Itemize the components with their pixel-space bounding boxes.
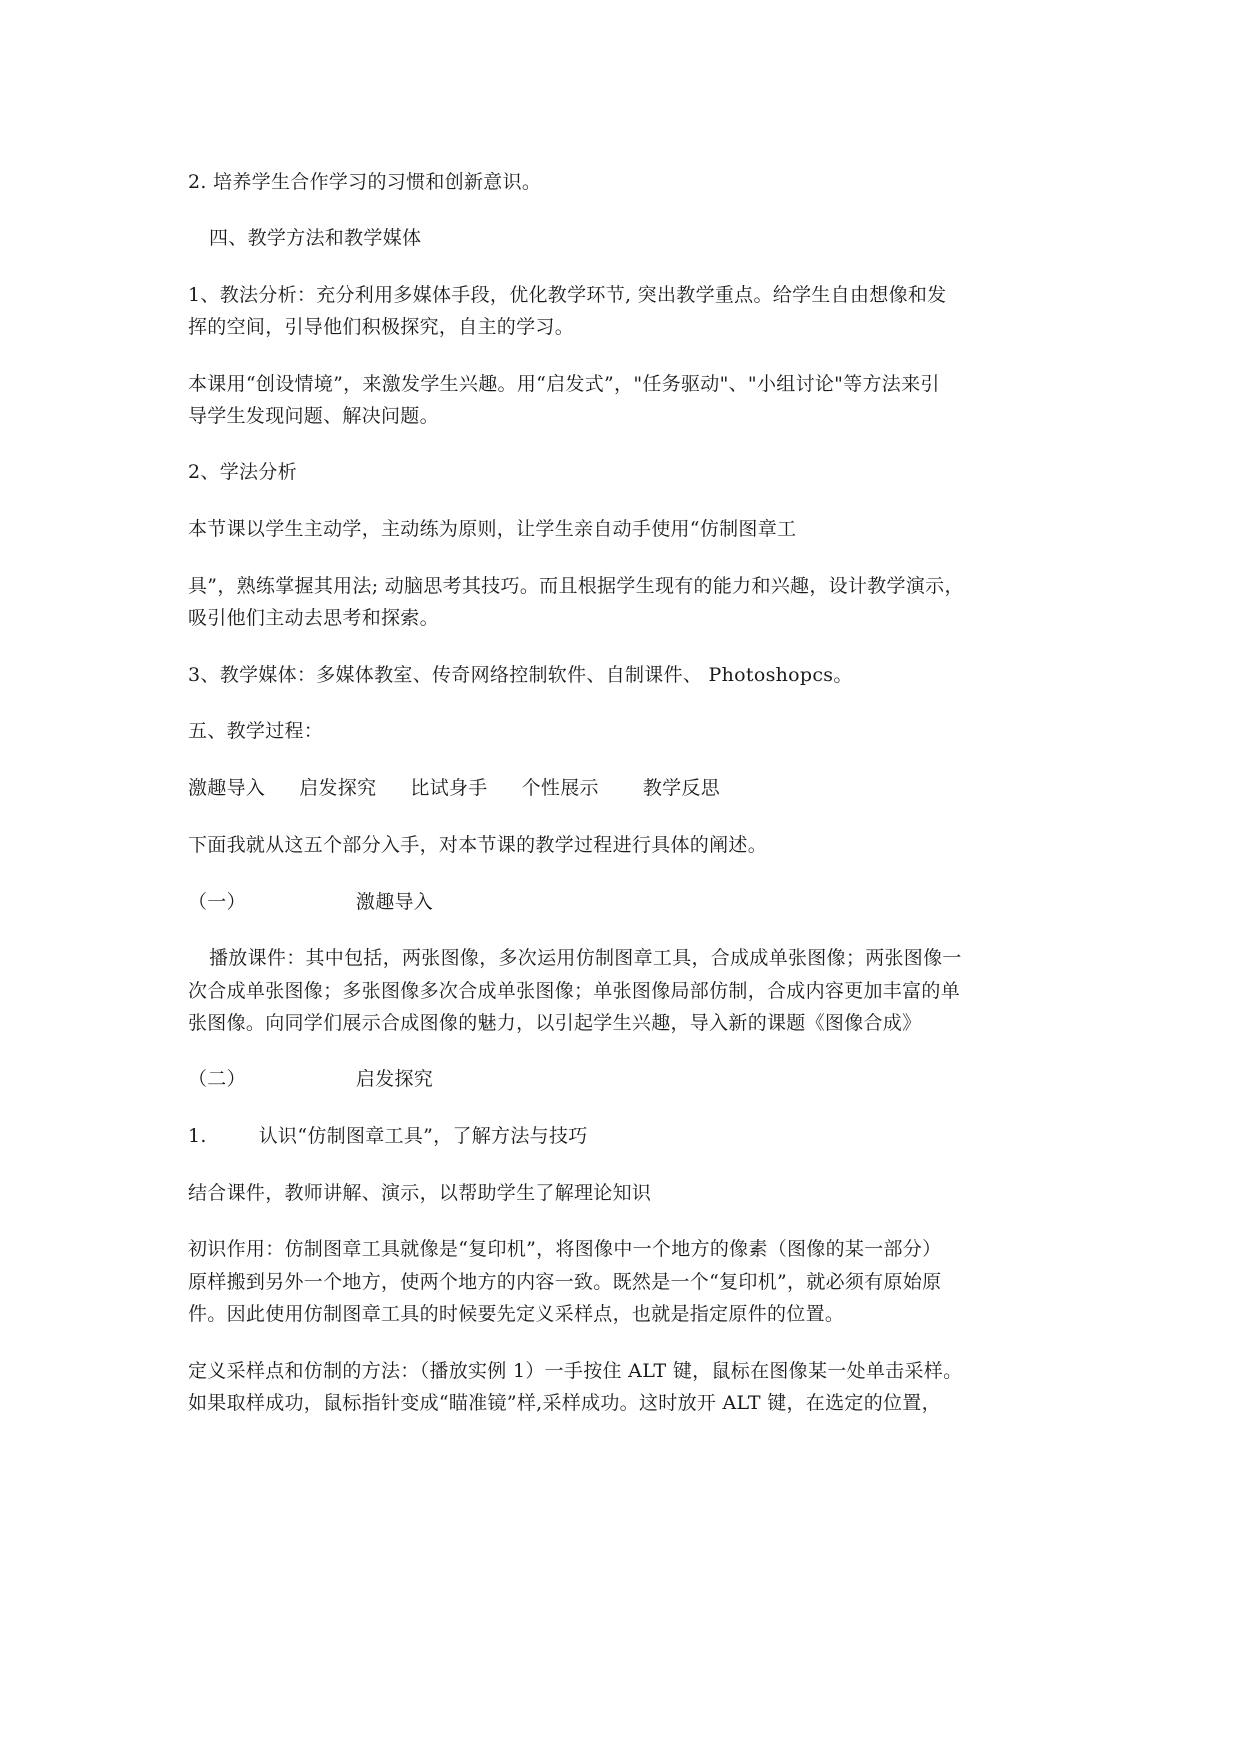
section-heading: 五、教学过程：: [188, 720, 324, 742]
section-heading: [188, 1063, 433, 1095]
paragraph-line: 件。因此使用仿制图章工具的时候要先定义采样点，也就是指定原件的位置。: [188, 1303, 845, 1325]
section-heading: 四、教学方法和教学媒体: [209, 227, 422, 249]
list-number: 1.: [188, 1125, 207, 1147]
paragraph-line: 定义采样点和仿制的方法：（播放实例 1）一手按住 ALT 键，鼠标在图像某一处单击采样。: [188, 1360, 963, 1382]
list-item: [188, 1120, 588, 1152]
paragraph-line: 本节课以学生主动学，主动练为原则，让学生亲自动手使用“仿制图章工: [188, 518, 797, 540]
section-number: （一）: [188, 891, 246, 913]
section-heading: [188, 886, 433, 918]
step-label: 启发探究: [299, 777, 377, 799]
paragraph-line: 3、教学媒体：多媒体教室、传奇网络控制软件、自制课件、 Photoshopcs。: [188, 664, 853, 686]
paragraph-line: 2. 培养学生合作学习的习惯和创新意识。: [188, 171, 542, 193]
list-title: 认识“仿制图章工具”，了解方法与技巧: [258, 1125, 588, 1147]
teaching-steps: [188, 772, 720, 804]
section-title: 启发探究: [355, 1068, 434, 1090]
step-label: 教学反思: [642, 777, 721, 799]
paragraph-line: 本课用“创设情境”，来激发学生兴趣。用“启发式”，"任务驱动"、"小组讨论"等方法来引: [188, 373, 940, 395]
step-label: 激趣导入: [188, 777, 266, 799]
section-number: （二）: [188, 1068, 246, 1090]
paragraph-line: 挥的空间，引导他们积极探究，自主的学习。: [188, 316, 575, 338]
paragraph-line: 具”，熟练掌握其用法; 动脑思考其技巧。而且根据学生现有的能力和兴趣，设计教学演示，: [188, 575, 964, 597]
step-label: 个性展示: [521, 777, 599, 799]
paragraph-line: 如果取样成功，鼠标指针变成“瞄准镜”样,采样成功。这时放开 ALT 键，在选定的位置，: [188, 1392, 941, 1414]
paragraph-line: 导学生发现问题、解决问题。: [188, 405, 439, 427]
paragraph-line: 播放课件：其中包括，两张图像，多次运用仿制图章工具，合成成单张图像；两张图像一: [209, 947, 962, 969]
paragraph-line: 张图像。向同学们展示合成图像的魅力，以引起学生兴趣，导入新的课题《图像合成》: [188, 1012, 922, 1034]
paragraph-line: 1、教法分析：充分利用多媒体手段，优化教学环节, 突出教学重点。给学生自由想像和发: [188, 284, 947, 306]
step-label: 比试身手: [410, 777, 488, 799]
subsection-heading: 2、学法分析: [188, 461, 297, 483]
paragraph-line: 结合课件，教师讲解、演示，以帮助学生了解理论知识: [188, 1182, 652, 1204]
paragraph-line: 下面我就从这五个部分入手，对本节课的教学过程进行具体的阐述。: [188, 834, 768, 856]
paragraph-line: 吸引他们主动去思考和探索。: [188, 607, 439, 629]
section-title: 激趣导入: [355, 891, 434, 913]
paragraph-line: 次合成单张图像；多张图像多次合成单张图像；单张图像局部仿制，合成内容更加丰富的单: [188, 980, 961, 1002]
paragraph-line: 原样搬到另外一个地方，使两个地方的内容一致。既然是一个“复印机”，就必须有原始原: [188, 1271, 942, 1293]
paragraph-line: 初识作用：仿制图章工具就像是“复印机”，将图像中一个地方的像素（图像的某一部分）: [188, 1238, 942, 1260]
